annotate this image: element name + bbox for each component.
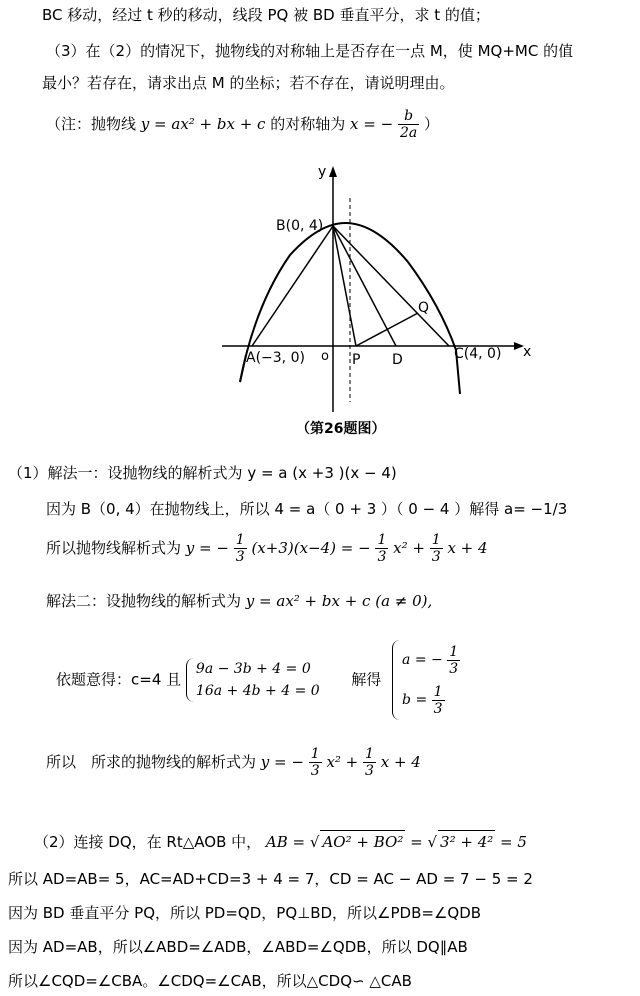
solution-row-b: [402, 680, 460, 720]
solution-line-5: [56, 640, 460, 720]
solution-a-num: 1: [449, 643, 459, 660]
solution-line-8: 所以 AD=AB= 5，AC=AD+CD=3 + 4 = 7，CD = AC − AD = 7 − 5 = 2: [8, 870, 533, 888]
solution-b-label: b =: [402, 692, 428, 708]
system-brace: [186, 658, 195, 702]
s6-frac-2-num: 1: [365, 746, 374, 762]
s4-eq: y = ax² + bx + c (a ≠ 0),: [245, 592, 433, 610]
solution-line-7: [34, 830, 527, 853]
segment-pq: [356, 313, 418, 346]
s3-x2: x² +: [393, 539, 425, 557]
equation-system: [186, 658, 320, 702]
solution-line-10: 因为 AD=AB，所以∠ABD=∠ADB，∠ABD=∠QDB，所以 DQ∥AB: [8, 938, 468, 956]
note-prefix: （注：抛物线: [46, 115, 137, 133]
s5-solve: 解得: [351, 670, 382, 689]
segment-ab: [252, 226, 333, 346]
solution-b-frac: [432, 684, 445, 717]
s3-y: y = −: [185, 539, 229, 557]
label-p: P: [352, 352, 361, 368]
s3-frac-2: [375, 532, 388, 565]
s3-frac-1-num: 1: [235, 532, 245, 548]
s7-result: = 5: [500, 833, 527, 851]
s5-prefix: 依题意得：c=4 且: [56, 670, 182, 689]
s3-frac-2-num: 1: [377, 532, 387, 548]
s3-prefix: 所以抛物线解析式为: [46, 539, 182, 557]
solution-line-2: 因为 B（0, 4）在抛物线上，所以 4 = a（ 0 + 3 ）（ 0 − 4 ）解得 a= −1/3: [46, 500, 568, 518]
s7-sqrt-sign-2: √: [427, 833, 438, 851]
s7-ab: AB =: [265, 833, 306, 851]
s6-x2: x² +: [326, 753, 359, 771]
note-fraction-num: b: [398, 108, 419, 125]
figure-caption: （第26题图）: [296, 421, 386, 437]
solution-line-3: [46, 532, 488, 565]
s3-product: (x+3)(x−4) = −: [251, 539, 371, 557]
s3-tail: x + 4: [447, 539, 488, 557]
solution-row-a: [402, 640, 460, 680]
solution-a-frac: [447, 644, 460, 677]
s7-sqrt-1: AO² + BO²: [320, 830, 405, 853]
solution-b-den: 3: [433, 700, 443, 717]
solution-line-1: （1）解法一：设抛物线的解析式为 y = a (x +3 )(x − 4): [8, 464, 397, 482]
s7-sqrt-sign-1: √: [309, 833, 320, 851]
parabola-figure: [0, 150, 640, 450]
solution-line-11: 所以∠CQD=∠CBA。∠CDQ=∠CAB，所以△CDQ∽ △CAB: [8, 972, 412, 990]
s3-frac-2-den: 3: [377, 549, 387, 565]
label-a: A(−3, 0): [246, 350, 305, 366]
label-q: Q: [418, 300, 430, 316]
label-o: o: [321, 349, 329, 364]
problem-line-1: BC 移动，经过 t 秒的移动，线段 PQ 被 BD 垂直平分，求 t 的值；: [42, 6, 490, 24]
system-row-2: 16a + 4b + 4 = 0: [195, 683, 320, 699]
problem-note: [46, 108, 439, 141]
s6-tail: x + 4: [380, 753, 421, 771]
s6-frac-1-den: 3: [310, 763, 320, 779]
solution-line-4: [46, 590, 432, 612]
note-fraction: [398, 108, 419, 141]
s6-frac-1-num: 1: [310, 746, 320, 762]
solution-a-den: 3: [449, 660, 459, 677]
s3-frac-1: [234, 532, 247, 565]
solution-line-9: 因为 BD 垂直平分 PQ，所以 PD=QD，PQ⊥BD，所以∠PDB=∠QDB: [8, 904, 482, 922]
s7-eq: =: [410, 833, 423, 851]
s6-frac-2: [363, 746, 376, 779]
solution-brace: [392, 640, 401, 720]
problem-line-3: 最小？若存在，请求出点 M 的坐标；若不存在，请说明理由。: [42, 74, 455, 92]
note-middle: 的对称轴为: [270, 115, 346, 133]
s7-prefix: （2）连接 DQ，在 Rt△AOB 中，: [34, 833, 262, 851]
system-row-1: 9a − 3b + 4 = 0: [195, 661, 311, 677]
s3-frac-3-den: 3: [431, 549, 441, 565]
segment-bp: [333, 226, 356, 346]
note-equation: y = ax² + bx + c: [140, 115, 266, 133]
label-c: C(4, 0): [454, 346, 502, 362]
s6-frac-2-den: 3: [365, 763, 374, 779]
segment-bd: [333, 226, 396, 346]
label-y: y: [318, 164, 327, 180]
solution-b-num: 1: [433, 683, 443, 700]
s4-prefix: 解法二：设抛物线的解析式为: [46, 592, 242, 610]
y-axis-arrow: [329, 166, 337, 177]
s6-y: y = −: [260, 753, 304, 771]
problem-line-2: （3）在（2）的情况下，抛物线的对称轴上是否存在一点 M，使 MQ+MC 的值: [46, 42, 574, 60]
label-b: B(0, 4): [276, 218, 324, 234]
s3-frac-1-den: 3: [235, 549, 245, 565]
note-axis-eq: x = −: [350, 115, 394, 133]
s6-frac-1: [309, 746, 322, 779]
s7-sqrt-2: 3² + 4²: [438, 830, 495, 853]
label-x: x: [523, 344, 532, 360]
note-fraction-den: 2a: [399, 125, 418, 141]
label-d: D: [392, 352, 403, 368]
solution-line-6: [46, 746, 421, 779]
s3-frac-3-num: 1: [431, 532, 441, 548]
s6-prefix: 所以 所求的抛物线的解析式为: [46, 753, 257, 771]
solution-a-label: a = −: [402, 652, 443, 668]
s3-frac-3: [430, 532, 443, 565]
note-suffix: ）: [424, 115, 440, 133]
solution-system: [392, 640, 460, 720]
